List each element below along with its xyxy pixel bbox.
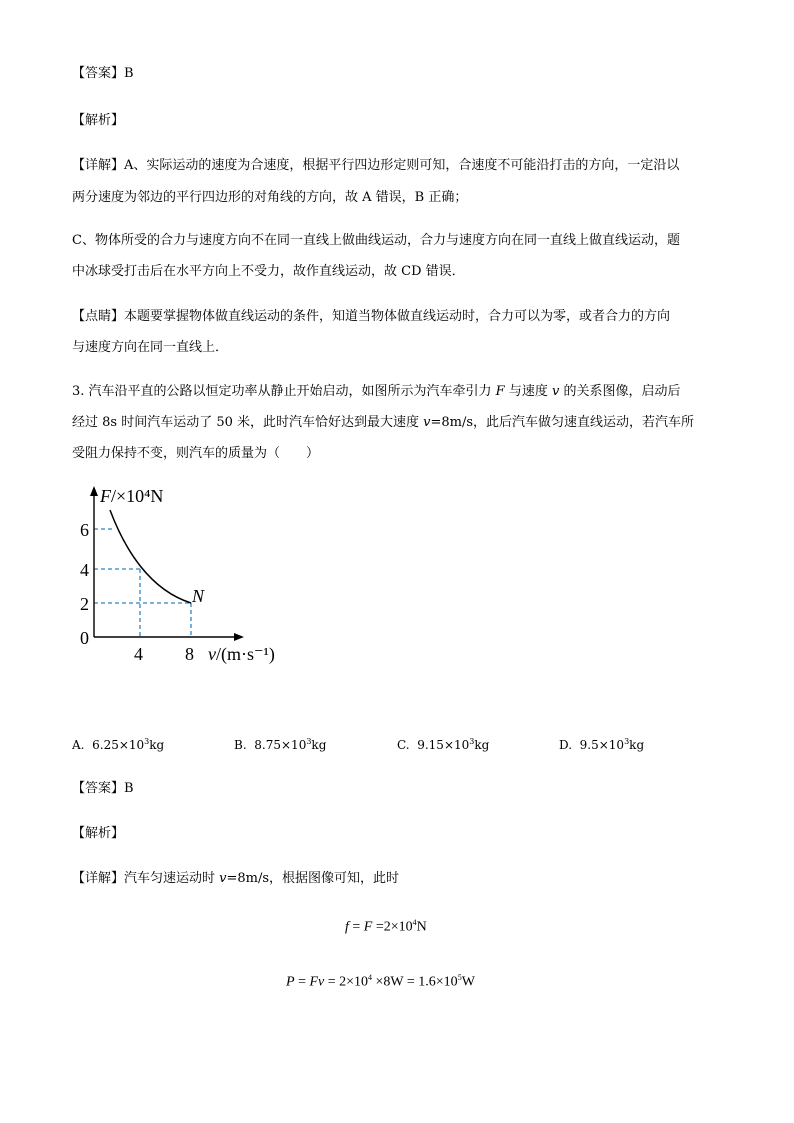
question-text: 的关系图像，启动后: [559, 384, 681, 399]
formula-text: ×8W = 1.6×10: [372, 974, 458, 990]
answer-tag: 【答案】: [72, 66, 125, 81]
choice-unit: kg: [311, 738, 327, 752]
detail2-line: [72, 869, 399, 889]
choice-exp: 3: [144, 737, 150, 746]
f-v-curve: [110, 510, 191, 603]
answer-line: [72, 64, 134, 84]
guide-lines: [94, 529, 191, 637]
y-tick-2: 2: [80, 594, 89, 614]
x-axis-label: v/(m·s⁻¹): [208, 644, 275, 664]
analysis-heading-2: [72, 824, 124, 844]
formula-power: [286, 973, 475, 991]
choice-exp: 3: [306, 737, 312, 746]
formula-unit: N: [416, 919, 427, 935]
y-tick-6: 6: [80, 520, 89, 540]
analysis-heading: [72, 111, 124, 131]
choice-unit: kg: [474, 738, 490, 752]
force-velocity-graph: [70, 480, 300, 670]
analysis-tag: 【解析】: [72, 826, 125, 841]
x-tick-8: 8: [185, 644, 194, 664]
detail-tag: 【详解】: [72, 158, 125, 173]
symbol-v: v: [551, 384, 560, 399]
choice-unit: kg: [149, 738, 165, 752]
x-tick-4: 4: [134, 644, 143, 664]
formula-text: =: [348, 919, 364, 935]
choice-exp: 3: [469, 737, 475, 746]
choice-exp: 3: [624, 737, 630, 746]
symbol-v: v: [423, 415, 431, 430]
question-line-3: [72, 444, 319, 464]
detail-text: 汽车匀速运动时: [124, 871, 220, 886]
origin-label: 0: [80, 628, 89, 648]
choice-value: 9.5×10: [579, 738, 625, 752]
question-text: 受阻力保持不变，则汽车的质量为（ ）: [72, 446, 320, 461]
formula-exp: 5: [457, 973, 462, 982]
detail-line-1: [72, 156, 679, 176]
formula-unit: W: [461, 974, 475, 990]
choice-a: [72, 737, 164, 752]
symbol-f: f: [345, 919, 349, 935]
symbol-Fv: Fv: [309, 974, 325, 990]
symbol-F: F: [363, 919, 373, 935]
question-text: 与速度: [504, 384, 552, 399]
detail-line-2: [72, 188, 467, 208]
formula-friction: [345, 918, 427, 936]
comment-text-2: 与速度方向在同一直线上．: [72, 340, 229, 355]
question-text: 经过 8s 时间汽车运动了 50 米，此时汽车恰好达到最大速度: [72, 415, 424, 430]
comment-text-1: 本题要掌握物体做直线运动的条件，知道当物体做直线运动时，合力可以为零，或者合力的方向: [124, 309, 671, 324]
comment-line-2: [72, 338, 228, 358]
analysis-tag: 【解析】: [72, 113, 125, 128]
answer-line-2: [72, 779, 134, 799]
question-text: 3. 汽车沿平直的公路以恒定功率从静止开始启动，如图所示为汽车牵引力: [72, 384, 496, 399]
detail-line-4: [72, 262, 465, 282]
y-tick-4: 4: [80, 560, 89, 580]
x-axis-arrow: [234, 633, 244, 641]
detail-text-2: 两分速度为邻边的平行四边形的对角线的方向，故 A 错误，B 正确；: [72, 190, 468, 205]
question-line-2: [72, 413, 694, 433]
comment-line-1: [72, 307, 670, 327]
choice-letter: D.: [559, 738, 573, 752]
question-line-1: [72, 382, 680, 402]
formula-exp: 4: [368, 973, 373, 982]
formula-text: = 2×10: [324, 974, 369, 990]
choice-c: [397, 737, 489, 752]
answer-value: B: [124, 781, 134, 796]
choice-letter: B.: [234, 738, 247, 752]
y-axis-label: F/×10⁴N: [100, 486, 164, 506]
detail-text-4: 中冰球受打击后在水平方向上不受力，故作直线运动，故 CD 错误．: [72, 264, 465, 279]
choice-letter: A.: [72, 738, 85, 752]
formula-text: =: [294, 974, 310, 990]
symbol-v: v: [219, 871, 227, 886]
symbol-F: F: [495, 384, 505, 399]
choice-d: [559, 737, 644, 752]
choice-letter: C.: [397, 738, 410, 752]
point-n-label: N: [192, 586, 205, 606]
choice-unit: kg: [629, 738, 645, 752]
y-axis-arrow: [90, 486, 98, 496]
choice-value: 9.15×10: [417, 738, 470, 752]
answer-tag: 【答案】: [72, 781, 125, 796]
comment-tag: 【点睛】: [72, 309, 125, 324]
detail-text: =8m/s，根据图像可知，此时: [226, 871, 400, 886]
symbol-P: P: [286, 974, 295, 990]
answer-value: B: [124, 66, 134, 81]
detail-tag: 【详解】: [72, 871, 125, 886]
formula-exp: 4: [412, 918, 417, 927]
choice-b: [234, 737, 326, 752]
detail-text-1: A、实际运动的速度为合速度，根据平行四边形定则可知，合速度不可能沿打击的方向，一定沿以: [124, 158, 680, 173]
choice-value: 6.25×10: [92, 738, 145, 752]
detail-line-3: [72, 231, 680, 251]
choice-value: 8.75×10: [254, 738, 307, 752]
question-text: =8m/s，此后汽车做匀速直线运动，若汽车所: [430, 415, 695, 430]
formula-text: =2×10: [372, 919, 413, 935]
detail-text-3: C、物体所受的合力与速度方向不在同一直线上做曲线运动，合力与速度方向在同一直线上做直线运动，题: [72, 233, 680, 248]
